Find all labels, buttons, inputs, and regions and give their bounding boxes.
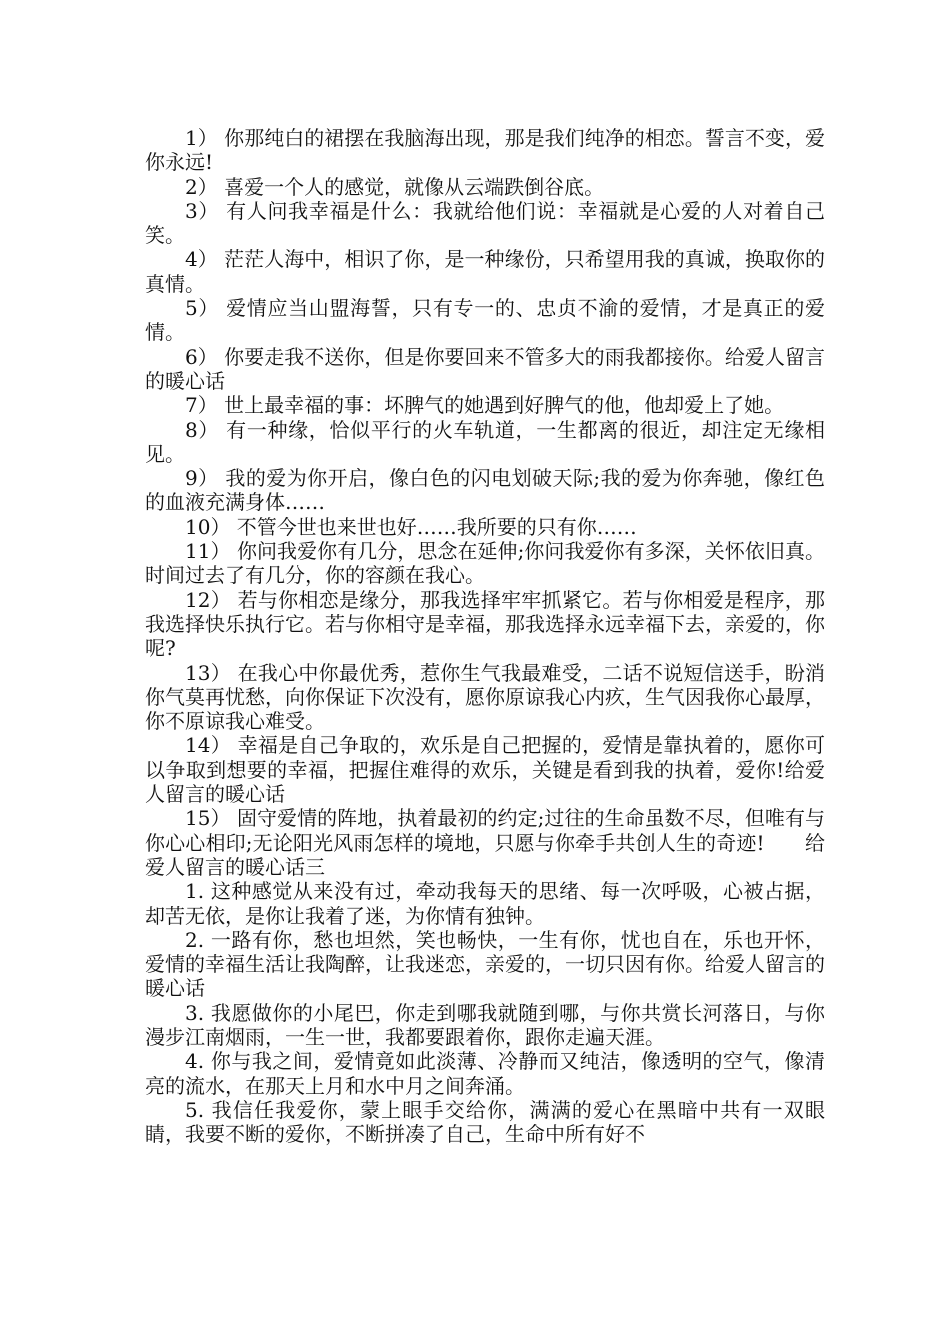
paragraph: 1. 这种感觉从来没有过，牵动我每天的思绪、每一次呼吸，心被占据，却苦无依，是你让我着了迷，为你情有独钟。	[145, 879, 825, 928]
paragraph: 8） 有一种缘，恰似平行的火车轨道，一生都离的很近，却注定无缘相见。	[145, 417, 825, 466]
paragraph: 7） 世上最幸福的事：坏脾气的她遇到好脾气的他，他却爱上了她。	[185, 393, 785, 418]
paragraph: 14） 幸福是自己争取的，欢乐是自己把握的，爱情是靠执着的，愿你可以争取到想要的幸福，把握住难得的欢乐，关键是看到我的执着，爱你!给爱人留言的暖心话	[145, 733, 825, 807]
paragraph: 2） 喜爱一个人的感觉，就像从云端跌倒谷底。	[185, 174, 605, 199]
paragraph: 15） 固守爱情的阵地，执着最初的约定;过往的生命虽数不尽，但唯有与你心心相印;无论阳光风雨怎样的境地，只愿与你牵手共创人生的奇迹! 给爱人留言的暖心话三	[145, 806, 825, 879]
paragraph: 5. 我信任我爱你，蒙上眼手交给你，满满的爱心在黑暗中共有一双眼睛，我要不断的爱你，不断拼凑了自己，生命中所有好不	[145, 1097, 825, 1147]
paragraph: 2. 一路有你，愁也坦然，笑也畅快，一生有你，忧也自在，乐也开怀，爱情的幸福生活让我陶醉，让我迷恋，亲爱的，一切只因有你。给爱人留言的暖心话	[145, 927, 825, 1001]
paragraph: 10） 不管今世也来世也好……我所要的只有你……	[185, 514, 637, 539]
paragraph: 9） 我的爱为你开启，像白色的闪电划破天际;我的爱为你奔驰，像红色的血液充满身体……	[145, 466, 825, 515]
paragraph: 3） 有人问我幸福是什么：我就给他们说：幸福就是心爱的人对着自己笑。	[145, 198, 825, 248]
document-body	[145, 126, 825, 1146]
paragraph: 12） 若与你相恋是缘分，那我选择牢牢抓紧它。若与你相爱是程序，那我选择快乐执行它。若与你相守是幸福，那我选择永远幸福下去，亲爱的，你呢?	[145, 587, 825, 661]
paragraph: 13） 在我心中你最优秀，惹你生气我最难受，二话不说短信送手，盼消你气莫再忧愁，向你保证下次没有，愿你原谅我心内疚，生气因我你心最厚，你不原谅我心难受。	[145, 660, 825, 734]
paragraph: 4） 茫茫人海中，相识了你，是一种缘份，只希望用我的真诚，换取你的真情。	[145, 247, 825, 296]
paragraph: 3. 我愿做你的小尾巴，你走到哪我就随到哪，与你共赏长河落日，与你漫步江南烟雨，一生一世，我都要跟着你，跟你走遍天涯。	[145, 1000, 825, 1049]
paragraph: 11） 你问我爱你有几分，思念在延伸;你问我爱你有多深，关怀依旧真。时间过去了有几分，你的容颜在我心。	[145, 539, 825, 588]
paragraph: 5） 爱情应当山盟海誓，只有专一的、忠贞不渝的爱情，才是真正的爱情。	[145, 296, 825, 345]
paragraph: 4. 你与我之间，爱情竟如此淡薄、冷静而又纯洁，像透明的空气，像清亮的流水，在那天上月和水中月之间奔涌。	[145, 1049, 825, 1098]
paragraph: 1） 你那纯白的裙摆在我脑海出现，那是我们纯净的相恋。誓言不变，爱你永远!	[145, 126, 825, 175]
paragraph: 6） 你要走我不送你，但是你要回来不管多大的雨我都接你。给爱人留言的暖心话	[145, 344, 825, 393]
